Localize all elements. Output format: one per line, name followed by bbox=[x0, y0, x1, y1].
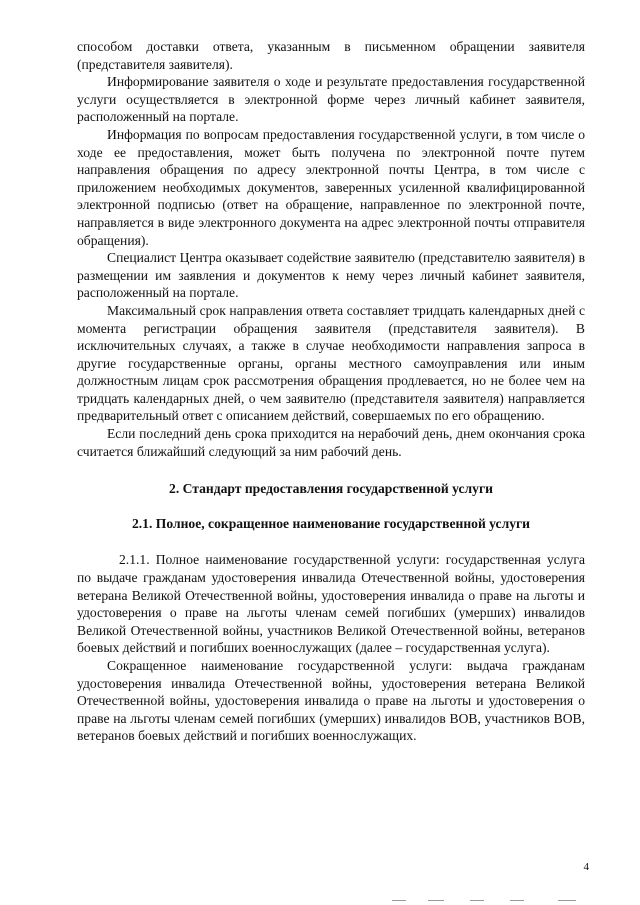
paragraph-email-info: Информация по вопросам предоставления государственной услуги, в том числе о ходе ее предоставления, может быть получена по электронной почте путем направления обращения по адресу электронной почты Центра, в том числе с приложением необходимых документов, заверенных усиленной квалифицированной электронной подписью (ответ на обращение, направленное по электронной почте, направляется в виде электронного документа на адрес электронной почты отправителя обращения). bbox=[77, 126, 585, 248]
scan-mark bbox=[558, 900, 576, 901]
paragraph-specialist-assist: Специалист Центра оказывает содействие заявителю (представителю заявителя) в размещении им заявления и документов к нему через личный кабинет заявителя, расположенный на портале. bbox=[77, 250, 585, 301]
scan-mark bbox=[470, 900, 484, 901]
scan-mark bbox=[428, 900, 444, 901]
paragraph-delivery-method: способом доставки ответа, указанным в письменном обращении заявителя (представителя заявителя). bbox=[77, 39, 585, 72]
paragraph-short-service-name: Сокращенное наименование государственной услуги: выдача гражданам удостоверения инвалида Отечественной войны, удостоверения ветерана Великой Отечественной войны, удостоверения инвалида о праве на льготы и удостоверения о праве на льготы членам семей погибших (умерших) инвалидов ВОВ, участников ВОВ, ветеранов боевых действий и погибших военнослужащих. bbox=[77, 658, 585, 744]
scan-artifact-marks bbox=[0, 898, 640, 905]
paragraph-deadline-holiday: Если последний день срока приходится на нерабочий день, днем окончания срока считается ближайший следующий за ним рабочий день. bbox=[77, 426, 585, 459]
scan-mark bbox=[392, 900, 406, 901]
paragraph-full-service-name: 2.1.1. Полное наименование государственной услуги: государственная услуга по выдаче гражданам удостоверения инвалида Отечественной войны, удостоверения ветерана Великой Отечественной войны, удостоверения инвалида о праве на льготы и удостоверения о праве на льготы членам семей погибших (умерших) инвалидов Великой Отечественной войны, участников Великой Отечественной войны, ветеранов боевых действий и погибших военнослужащих (далее – государственная услуга). bbox=[77, 552, 585, 656]
document-page bbox=[77, 38, 585, 745]
page-number: 4 bbox=[583, 861, 589, 873]
subsection-heading: 2.1. Полное, сокращенное наименование государственной услуги bbox=[131, 515, 531, 531]
section-heading: 2. Стандарт предоставления государственной услуги bbox=[169, 481, 493, 497]
paragraph-max-response-time: Максимальный срок направления ответа составляет тридцать календарных дней с момента регистрации обращения заявителя (представителя заявителя). В исключительных случаях, а также в случае необходимости направления запроса в другие государственные органы, органы местного самоуправления или иным должностным лицам срок рассмотрения обращения продлевается, но не более чем на тридцать календарных дней, о чем заявителю (представителя заявителя) направляется предварительный ответ с описанием действий, совершаемых по его обращению. bbox=[77, 302, 585, 424]
paragraph-informing: Информирование заявителя о ходе и результате предоставления государственной услуги осуществляется в электронной форме через личный кабинет заявителя, расположенный на портале. bbox=[77, 74, 585, 125]
scan-mark bbox=[510, 900, 524, 901]
